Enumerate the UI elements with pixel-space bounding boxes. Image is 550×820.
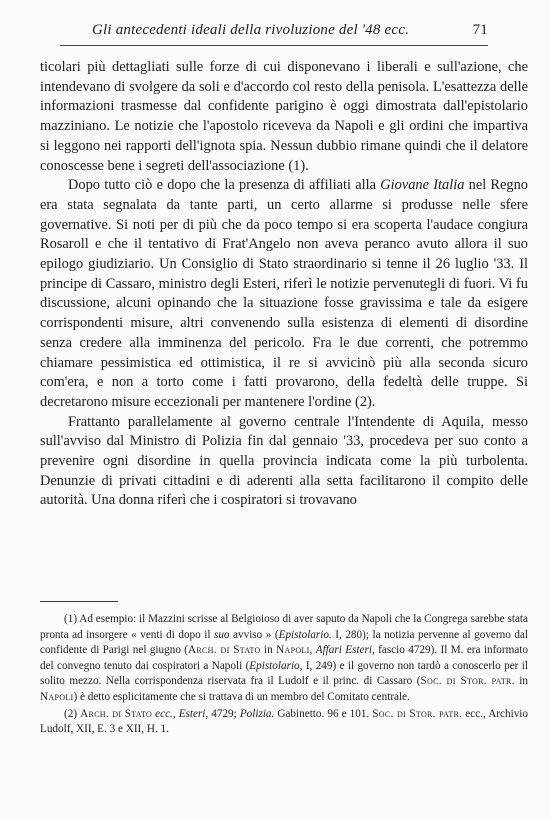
- page-number: 71: [472, 22, 488, 38]
- footnotes: [40, 612, 528, 739]
- footnote-2-part: Gabinetto. 96 e 101.: [274, 707, 373, 720]
- footnote-2-smallcaps: Arch. di Stato: [80, 707, 153, 720]
- footnote-1-part: I, 280); la notizia pervenne al governo dal confidente di Parigi nel giugno (: [40, 628, 528, 657]
- paragraph-2-text-a: Dopo tutto ciò e dopo che la presenza di affiliati alla: [68, 177, 381, 194]
- footnote-1-part: I, 249) e il governo non tardò a conoscerlo per il solito mezzo. Nella corrispondenza riservata fra il Ludolf e il princ. di Cassaro (: [40, 659, 528, 688]
- footnote-2-part: (2): [64, 707, 81, 720]
- paragraph-2-text-b: nel Regno era stata segnalata da tante parti, un certo allarme si produsse nelle sfere governative. Si noti per di più che da poco tempo si era scoperta l'audace congiura Rosaroll e che il tentativo di Frat'Angelo non aveva peranco avuto allora il suo epilogo giudiziario. Un Consiglio di Stato straordinario si tenne il 26 luglio '33. Il principe di Cassaro, ministro degli Esteri, riferì le notizie pervenutegli di fuori. Vi fu discussione, alcuni opinando che la situazione fosse gravissima e tale da esigere corrispondenti misure, altri convenendo sulla esistenza di elementi di disordine senza credere alla imminenza del pericolo. Fra le due correnti, che potremmo chiamare pessimistica ed ottimistica, il re si avvicinò più alla seconda sicuro com'era, e non a torto come i fatti provarono, della fedeltà delle truppe. Si decretarono misure eccezionali per mantenere l'ordine (2).: [40, 177, 528, 410]
- footnote-1-smallcaps: Napoli: [276, 644, 310, 657]
- footnote-1-part: ) è detto esplicitamente che si trattava di un membro del Comitato centrale.: [73, 690, 410, 703]
- footnote-rule: [40, 601, 118, 602]
- header-rule: [60, 45, 488, 46]
- running-title: Gli antecedenti ideali della rivoluzione del '48 ecc.: [92, 22, 410, 38]
- footnote-2-italic: ecc., Esteri,: [155, 707, 209, 720]
- footnote-1-smallcaps: Soc. di Stor. patr.: [420, 675, 515, 688]
- running-header: [60, 22, 488, 44]
- footnote-2-part: 4729;: [208, 707, 240, 720]
- footnote-1-part: in: [514, 675, 529, 688]
- footnote-1-part: fascio 4729). Il M. era informato del convegno tenuto dai cospiratori a Napoli (: [40, 644, 528, 672]
- paragraph-1-text: ticolari più dettagliati sulle forze di cui disponevano i liberali e sull'azione, che intendevano di svolgere da soli e d'accordo col resto della penisola. L'esattezza delle informazioni trasmesse dal confidente parigino è oggi dimostrata dall'epistolario mazziniano. Le notizie che l'apostolo riceveva da Napoli e gli ordini che impartiva si leggono nei rapporti dell'ignota spia. Nessun dubbio rimane quindi che il delatore conoscesse bene i segreti dell'associazione (1).: [40, 59, 528, 174]
- footnote-1: [40, 612, 528, 706]
- footnote-2-italic: Polizia.: [239, 707, 275, 720]
- paragraph-2: [40, 176, 528, 412]
- main-text: [40, 58, 528, 511]
- footnote-1-italic: Epistolario,: [249, 659, 303, 672]
- paragraph-3: [40, 413, 528, 512]
- footnote-1-italic: suo: [213, 628, 230, 641]
- footnote-1-italic: Affari Esteri,: [315, 644, 375, 657]
- footnote-2-part: ecc., Archivio Ludolf, XII, E. 3 e XII, H. 1.: [40, 707, 528, 736]
- paragraph-3-text: Frattanto parallelamente al governo centrale l'Intendente di Aquila, messo sull'avviso dal Ministro di Polizia fin dal gennaio '33, procedeva per suo conto a prevenire ogni disordine in quella provincia indicata come la più turbolenta. Denunzie di privati cittadini e di aderenti alla setta facilitarono il compito delle autorità. Una donna riferì che i cospiratori si trovavano: [40, 413, 528, 509]
- footnote-1-italic: Epistolario.: [278, 628, 332, 641]
- footnote-1-part: (1) Ad esempio: il Mazzini scrisse al Belgioioso di aver saputo da Napoli che la Congrega sarebbe stata pronta ad insorgere « venti di dopo il: [40, 613, 528, 641]
- paragraph-2-italic: Giovane Italia: [380, 177, 465, 194]
- footnote-1-part: ,: [309, 644, 316, 657]
- footnote-2-smallcaps: Soc. di Stor. patr.: [372, 707, 463, 720]
- paragraph-1: [40, 58, 528, 176]
- footnote-1-smallcaps: Napoli: [40, 690, 74, 703]
- footnote-2: [40, 707, 528, 738]
- footnote-1-part: avviso » (: [229, 628, 279, 641]
- footnote-1-part: in: [260, 644, 277, 657]
- footnote-1-smallcaps: Arch. di Stato: [188, 644, 261, 657]
